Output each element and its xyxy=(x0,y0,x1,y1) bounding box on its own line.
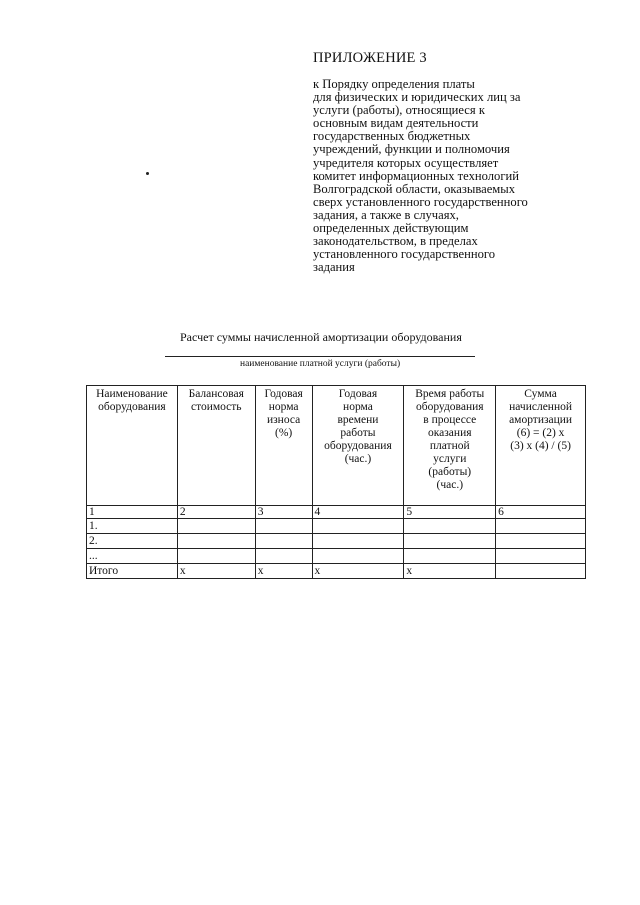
header-line: Балансовая xyxy=(188,388,244,400)
header-line: (6) = (2) x xyxy=(516,427,565,439)
table-cell xyxy=(177,519,255,534)
column-number: 3 xyxy=(255,506,312,519)
table-row xyxy=(87,519,586,534)
header-line: оказания xyxy=(428,427,472,439)
header-cell xyxy=(255,386,312,506)
header-line: износа xyxy=(266,414,301,426)
table-cell xyxy=(177,549,255,564)
table-cell xyxy=(496,519,586,534)
table-cell xyxy=(312,549,404,564)
appendix-line: Волгоградской области, оказываемых xyxy=(313,181,516,196)
appendix-line: задания, а также в случаях, xyxy=(313,207,459,222)
total-row xyxy=(87,564,586,579)
column-number: 2 xyxy=(177,506,255,519)
header-line: стоимость xyxy=(190,401,242,413)
header-line: (работы) xyxy=(428,466,472,478)
table-row xyxy=(87,549,586,564)
header-line: Сумма xyxy=(524,388,557,400)
table-cell: x xyxy=(404,564,496,579)
appendix-line: учредителя которых осуществляет xyxy=(313,155,499,170)
header-line: норма xyxy=(343,401,373,413)
table-cell: 2. xyxy=(87,534,178,549)
header-line: начисленной xyxy=(509,401,573,413)
table-cell: x xyxy=(177,564,255,579)
appendix-text xyxy=(313,78,583,274)
appendix-line: установленного государственного xyxy=(313,247,496,262)
header-line: оборудования xyxy=(324,440,392,452)
header-line: Годовая xyxy=(264,388,303,400)
header-line: Время работы xyxy=(415,388,485,400)
table-cell: x xyxy=(255,564,312,579)
appendix-line: к Порядку определения платы xyxy=(313,77,475,91)
appendix-line: комитет информационных технологий xyxy=(313,168,519,183)
table-cell xyxy=(404,519,496,534)
header-cell xyxy=(404,386,496,506)
service-name-rule xyxy=(165,356,475,357)
appendix-line: определенных действующим xyxy=(313,221,469,236)
header-line: (3) x (4) / (5) xyxy=(510,440,571,452)
appendix-title: ПРИЛОЖЕНИЕ 3 xyxy=(313,50,427,66)
table-cell xyxy=(177,534,255,549)
header-line: времени xyxy=(337,414,379,426)
appendix-line: законодательством, в пределах xyxy=(313,234,478,249)
amortization-table xyxy=(86,385,586,579)
table-cell xyxy=(496,534,586,549)
table-cell xyxy=(255,519,312,534)
header-line: в процессе xyxy=(423,414,477,426)
table-cell: Итого xyxy=(87,564,178,579)
header-line: (час.) xyxy=(436,479,464,491)
table-cell xyxy=(496,564,586,579)
service-caption: наименование платной услуги (работы) xyxy=(240,359,401,369)
column-number: 5 xyxy=(404,506,496,519)
appendix-line: для физических и юридических лиц за xyxy=(313,90,521,105)
header-cell xyxy=(177,386,255,506)
table-cell xyxy=(312,519,404,534)
column-number: 4 xyxy=(312,506,404,519)
calc-title: Расчет суммы начисленной амортизации оборудования xyxy=(180,330,462,344)
header-cell xyxy=(496,386,586,506)
header-line: работы xyxy=(340,427,376,439)
header-line: норма xyxy=(268,401,299,413)
appendix-line: государственных бюджетных xyxy=(313,129,471,144)
table-cell xyxy=(255,549,312,564)
column-number: 6 xyxy=(496,506,586,519)
column-number: 1 xyxy=(87,506,178,519)
appendix-line: сверх установленного государственного xyxy=(313,194,528,209)
table-cell xyxy=(255,534,312,549)
table-cell: 1. xyxy=(87,519,178,534)
appendix-line: основным видам деятельности xyxy=(313,116,479,131)
scan-speck xyxy=(146,172,149,175)
header-row xyxy=(87,386,586,506)
table-row xyxy=(87,534,586,549)
table-cell: x xyxy=(312,564,404,579)
header-line: оборудования xyxy=(415,401,484,413)
header-line: платной xyxy=(429,440,470,452)
header-line: услуги xyxy=(433,453,467,465)
header-cell xyxy=(312,386,404,506)
table-cell xyxy=(496,549,586,564)
header-line: Наименование xyxy=(96,388,168,400)
table-cell xyxy=(404,534,496,549)
header-line: (%) xyxy=(274,427,293,439)
appendix-line: задания xyxy=(313,260,355,275)
table-cell: ... xyxy=(87,549,178,564)
column-number-row xyxy=(87,506,586,519)
header-line: Годовая xyxy=(338,388,378,400)
table-cell xyxy=(404,549,496,564)
header-line: амортизации xyxy=(509,414,573,426)
header-line: (час.) xyxy=(344,453,372,465)
appendix-line: услуги (работы), относящиеся к xyxy=(313,103,485,118)
header-cell xyxy=(87,386,178,506)
header-line: оборудования xyxy=(98,401,166,413)
table-cell xyxy=(312,534,404,549)
appendix-line: учреждений, функции и полномочия xyxy=(313,142,510,157)
